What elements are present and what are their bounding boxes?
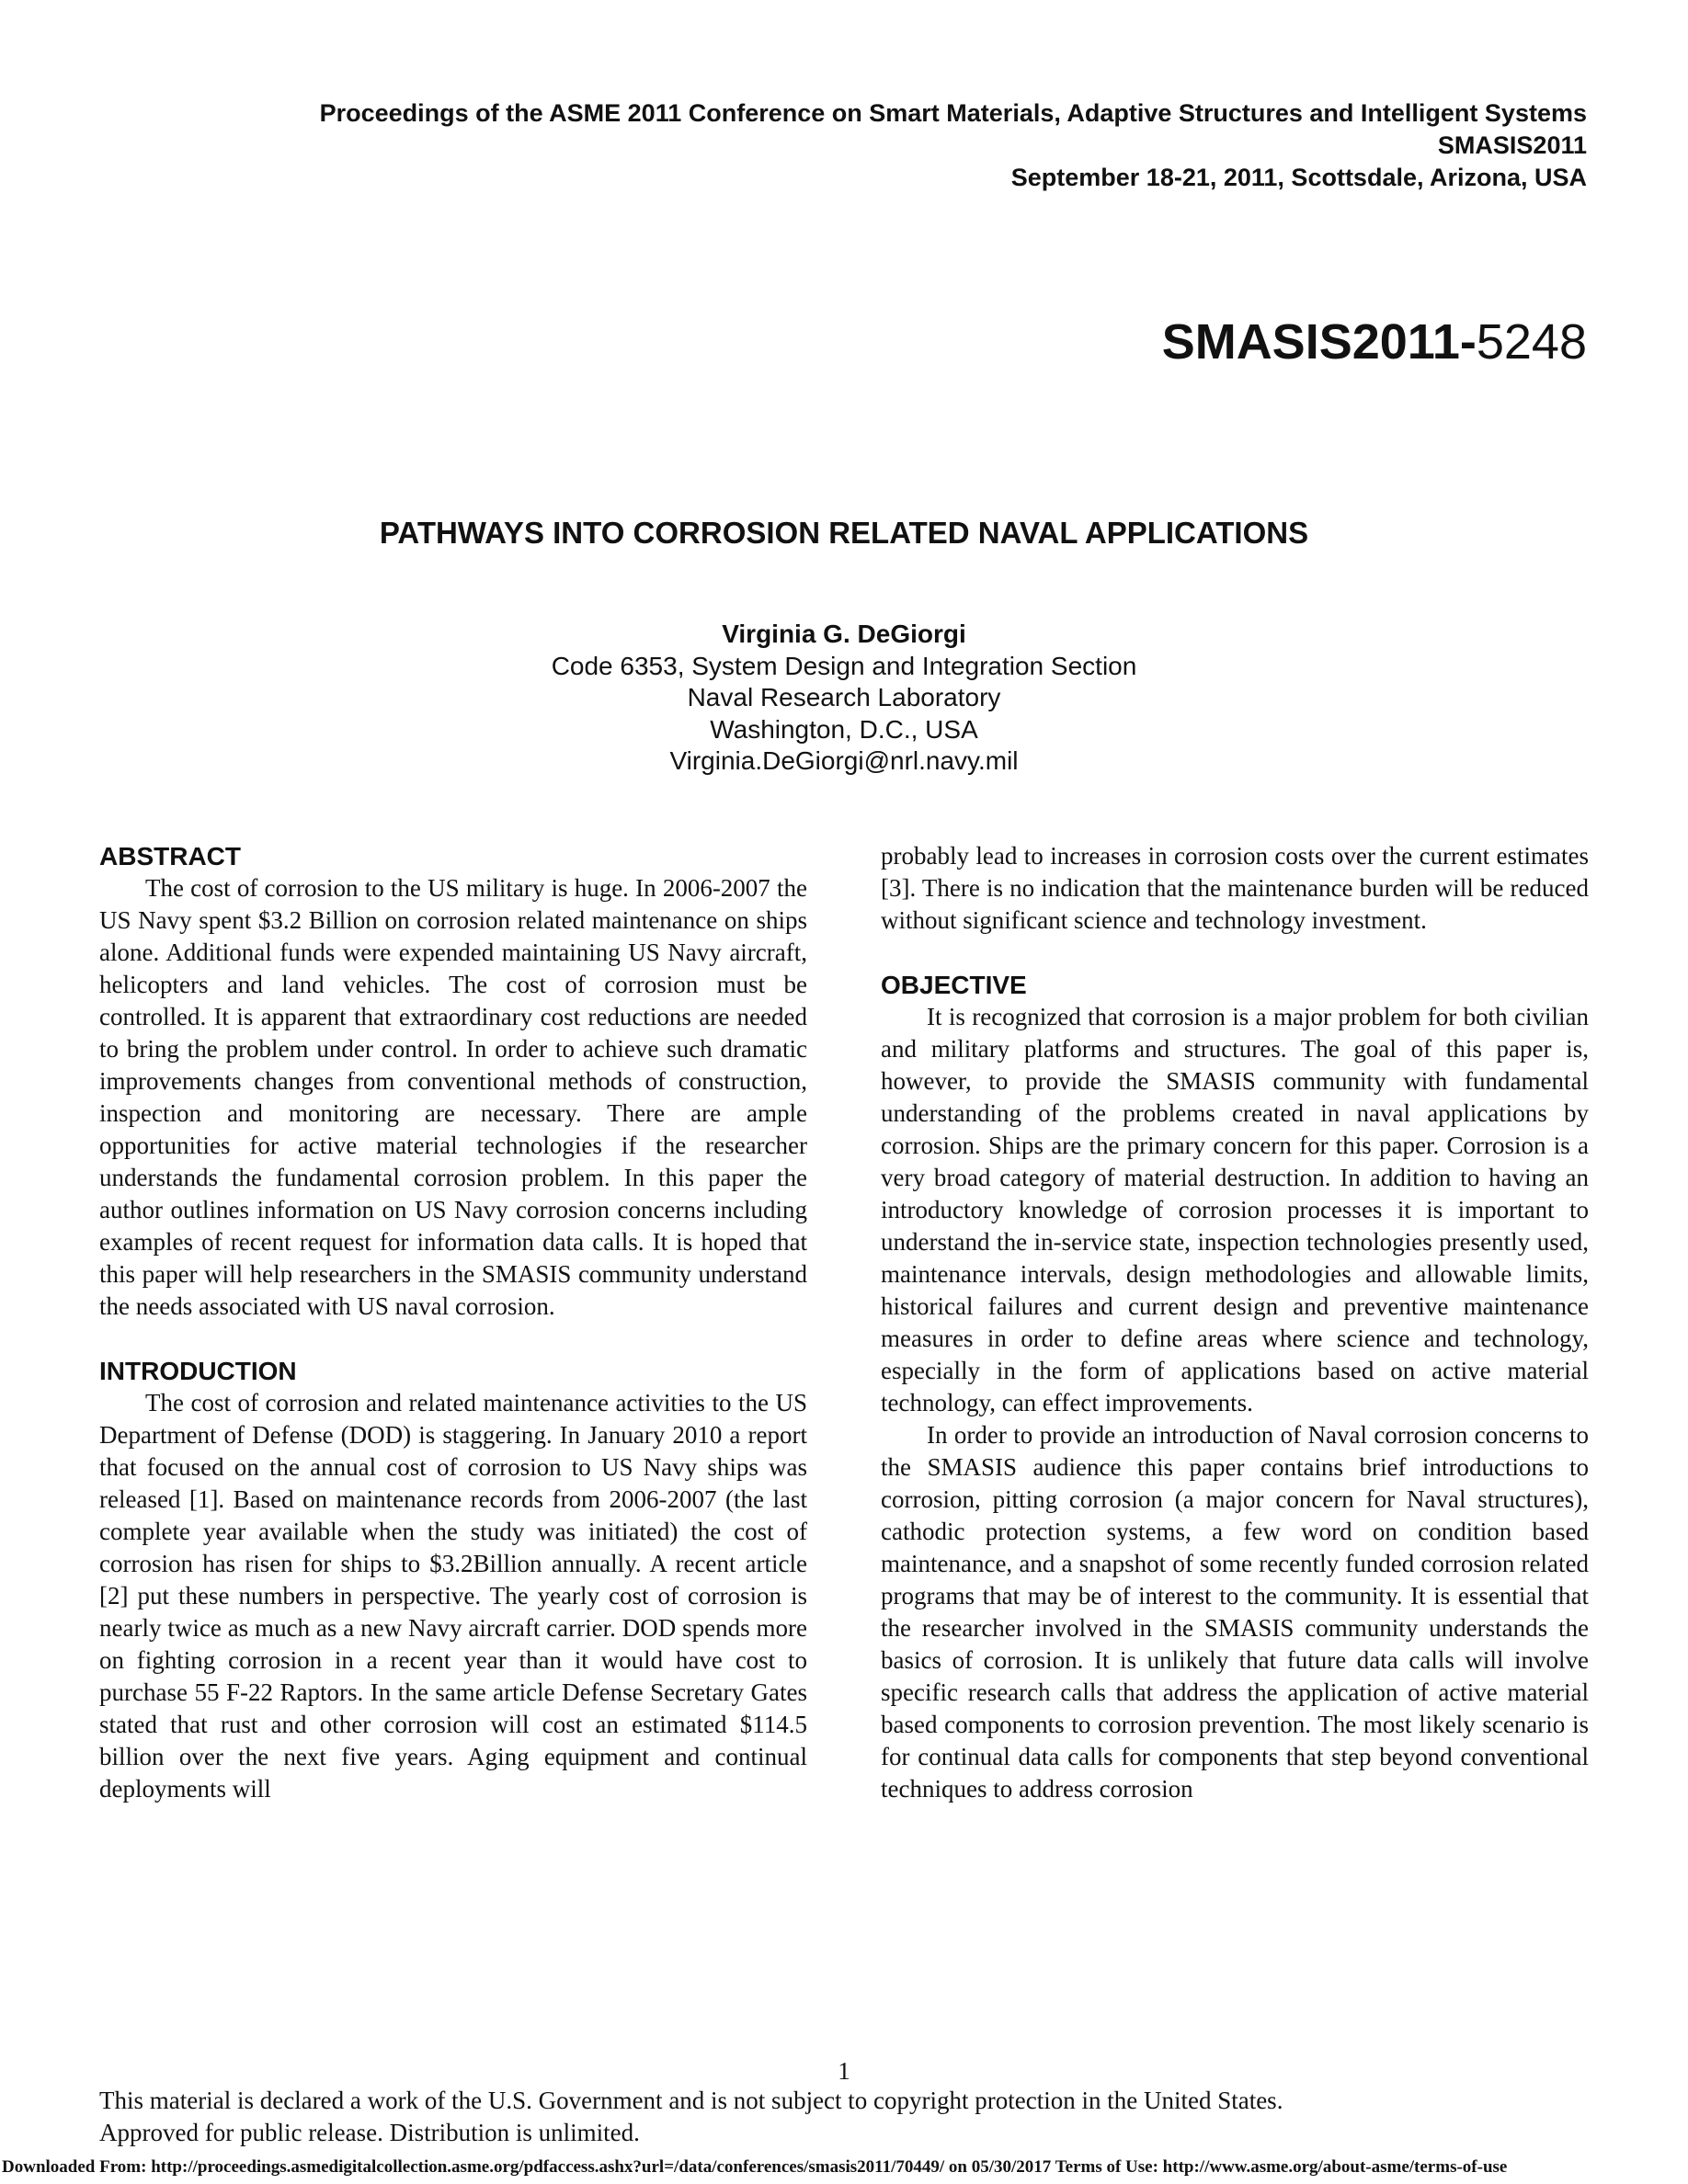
right-column — [881, 840, 1589, 1805]
objective-paragraph-2: In order to provide an introduction of Naval corrosion concerns to the SMASIS audience this paper contains brief introductions to corrosion, pitting corrosion (a major concern for Naval structures), cathodic protection systems, a few word on condition based maintenance, and a snapshot of some recently funded corrosion related programs that may be of interest to the community. It is essential that the researcher involved in the SMASIS community understands the basics of corrosion. It is unlikely that future data calls will involve specific research calls that address the application of active material based components to corrosion prevention. The most likely scenario is for continual data calls for components that step beyond conventional techniques to address corrosion — [881, 1421, 1589, 1803]
page-number: 1 — [838, 2057, 850, 2085]
conference-date-location: September 18-21, 2011, Scottsdale, Arizona, USA — [1010, 164, 1587, 191]
author-email: Virginia.DeGiorgi@nrl.navy.mil — [669, 746, 1019, 775]
introduction-text: The cost of corrosion and related maintenance activities to the US Department of Defense (DOD) is staggering. In January 2010 a report that focused on the annual cost of corrosion to US Navy ships was released [1]. Based on maintenance records from 2006-2007 (the last complete year available when the study was initiated) the cost of corrosion has risen for ships to $3.2Billion annually. A recent article [2] put these numbers in perspective. The yearly cost of corrosion is nearly twice as much as a new Navy aircraft carrier. DOD spends more on fighting corrosion in a recent year than it would have cost to purchase 55 F-22 Raptors. In the same article Defense Secretary Gates stated that rust and other corrosion will cost an estimated $114.5 billion over the next five years. Aging equipment and continual deployments will — [99, 1389, 807, 1803]
paper-id-number: 5248 — [1476, 314, 1587, 370]
introduction-heading: INTRODUCTION — [99, 1357, 297, 1385]
introduction-continuation: probably lead to increases in corrosion costs over the current estimates [3]. There is no indication that the maintenance burden will be reduced without significant science and technology investment. — [881, 842, 1589, 934]
paper-id — [1162, 314, 1587, 370]
abstract-heading: ABSTRACT — [99, 842, 241, 870]
copyright-footer — [99, 2085, 1283, 2149]
abstract-text: The cost of corrosion to the US military is huge. In 2006-2007 the US Navy spent $3.2 Billion on corrosion related maintenance on ships alone. Additional funds were expended maintaining US Navy aircraft, helicopters and land vehicles. The cost of corrosion must be controlled. It is apparent that extraordinary cost reductions are needed to bring the problem under control. In order to achieve such dramatic improvements changes from conventional methods of construction, inspection and monitoring are necessary. There are ample opportunities for active material technologies if the researcher understands the fundamental corrosion problem. In this paper the author outlines information on US Navy corrosion concerns including examples of recent request for information data calls. It is hoped that this paper will help researchers in the SMASIS community understand the needs associated with US naval corrosion. — [99, 874, 807, 1320]
conference-name: Proceedings of the ASME 2011 Conference on Smart Materials, Adaptive Structures and Intelligent Systems — [319, 99, 1587, 127]
paper-title: PATHWAYS INTO CORROSION RELATED NAVAL APPLICATIONS — [379, 516, 1309, 550]
objective-heading: OBJECTIVE — [881, 971, 1027, 999]
download-info-bar: Downloaded From: http://proceedings.asmedigitalcollection.asme.org/pdfaccess.ashx?url=/data/conferences/smasis2011/70449/ on 05/30/2017 Terms of Use: http://www.asme.org/about-asme/terms-of-use — [2, 2157, 1508, 2177]
objective-paragraph-1: It is recognized that corrosion is a major problem for both civilian and military platforms and structures. The goal of this paper is, however, to provide the SMASIS community with fundamental understanding of the problems created in naval applications by corrosion. Ships are the primary concern for this paper. Corrosion is a very broad category of material destruction. In addition to having an introductory knowledge of corrosion processes it is important to understand the in-service state, inspection technologies presently used, maintenance intervals, design methodologies and allowable limits, historical failures and current design and preventive maintenance measures in order to define areas where science and technology, especially in the form of applications based on active material technology, can effect improvements. — [881, 1003, 1589, 1416]
author-affiliation: Code 6353, System Design and Integration Section — [551, 651, 1137, 680]
left-column — [99, 840, 807, 1805]
proceedings-header — [320, 97, 1587, 194]
author-block — [0, 619, 1688, 778]
conference-code: SMASIS2011 — [1437, 131, 1587, 159]
author-name: Virginia G. DeGiorgi — [722, 620, 966, 648]
copyright-notice: This material is declared a work of the U.S. Government and is not subject to copyright protection in the United States. — [99, 2087, 1283, 2114]
author-location: Washington, D.C., USA — [710, 714, 978, 744]
distribution-notice: Approved for public release. Distribution is unlimited. — [99, 2119, 640, 2146]
paper-id-prefix: SMASIS2011- — [1161, 314, 1477, 370]
author-institution: Naval Research Laboratory — [687, 683, 1001, 711]
